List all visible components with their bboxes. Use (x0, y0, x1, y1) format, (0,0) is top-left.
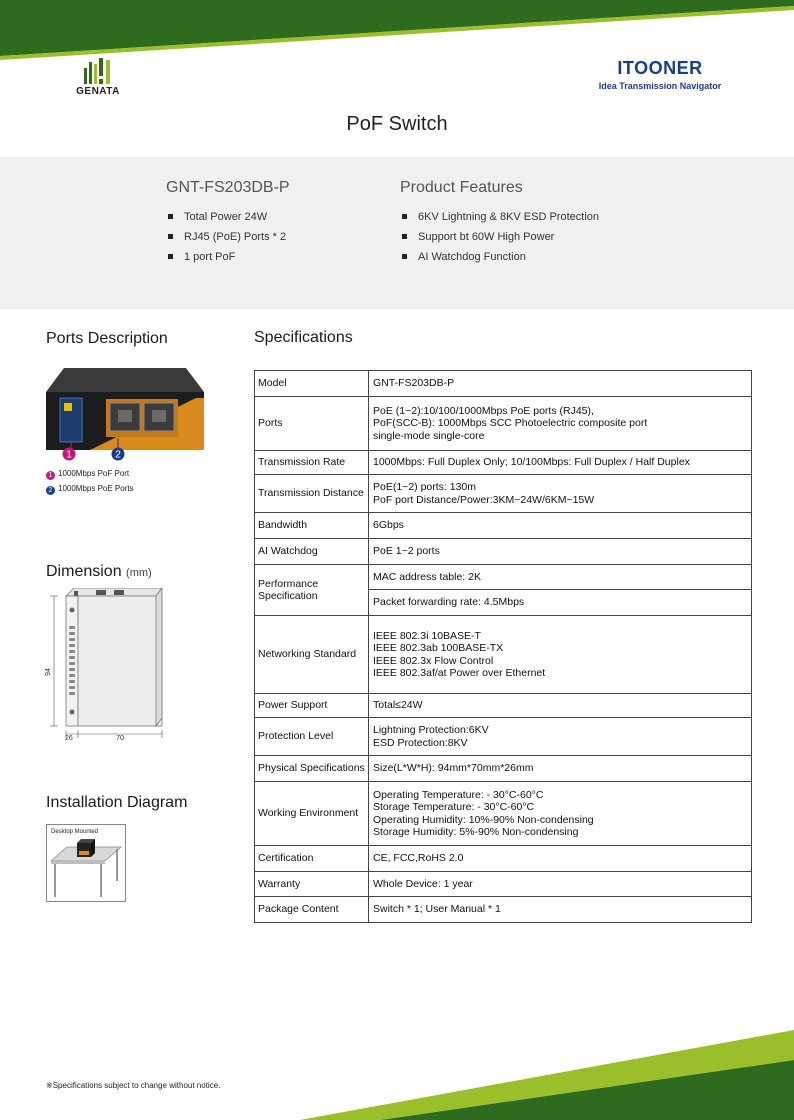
spec-value-line: IEEE 802.3i 10BASE-T (373, 629, 481, 642)
spec-value-line: IEEE 802.3af/at Power over Ethernet (373, 667, 546, 679)
spec-value-line: Storage Temperature: - 30°C-60°C (373, 801, 535, 813)
feature-bullet: AI Watchdog Function (400, 250, 599, 270)
spec-row (255, 397, 752, 451)
installation-caption: Desktop Mounted (51, 829, 99, 835)
genata-logo-mark-icon (84, 58, 112, 84)
itooner-logo-text: ITOONER (617, 58, 703, 78)
spec-row (255, 565, 752, 590)
top-corner-decoration (0, 0, 794, 60)
spec-value (369, 590, 752, 616)
spec-row (255, 694, 752, 718)
legend-item (46, 468, 134, 483)
spec-key: Model (255, 371, 369, 397)
spec-key: Package Content (255, 897, 369, 923)
spec-value-line: Total≤24W (373, 699, 423, 712)
spec-key: Bandwidth (255, 513, 369, 539)
spec-row (255, 897, 752, 923)
spec-row (255, 539, 752, 565)
itooner-logo (590, 58, 730, 98)
spec-value-line: MAC address table: 2K (373, 570, 481, 583)
spec-row (255, 616, 752, 694)
spec-row (255, 718, 752, 756)
features-heading: Product Features (400, 179, 523, 196)
spec-key: Warranty (255, 872, 369, 897)
spec-value (369, 756, 752, 782)
spec-key: Physical Specifications (255, 756, 369, 782)
spec-value (369, 475, 752, 513)
legend-text: 1000Mbps PoF Port (58, 469, 130, 478)
spec-key: AI Watchdog (255, 539, 369, 565)
spec-value-line: 6Gbps (373, 519, 404, 532)
dimension-drawing (44, 588, 172, 740)
spec-value-line: ESD Protection:8KV (373, 736, 468, 749)
spec-value-line: PoE(1~2) ports: 130m (373, 481, 477, 493)
spec-row (255, 513, 752, 539)
spec-value-line: Storage Humidity: 5%-90% Non-condensing (373, 826, 579, 838)
dimension-height: 94 (45, 668, 52, 676)
spec-value-line: Operating Temperature: - 30°C-60°C (373, 788, 544, 801)
dimension-depth: 26 (65, 735, 73, 740)
spec-value-line: Lightning Protection:6KV (373, 724, 489, 736)
spec-row (255, 872, 752, 897)
spec-value (369, 616, 752, 694)
spec-key: Transmission Rate (255, 451, 369, 475)
spec-key: Ports (255, 397, 369, 451)
spec-value-line: PoE 1~2 ports (373, 545, 440, 558)
spec-value (369, 694, 752, 718)
spec-value (369, 513, 752, 539)
spec-value (369, 451, 752, 475)
spec-key: Working Environment (255, 782, 369, 846)
model-bullet: RJ45 (PoE) Ports * 2 (166, 230, 286, 250)
spec-key: Power Support (255, 694, 369, 718)
spec-key: Transmission Distance (255, 475, 369, 513)
overview-band (0, 157, 794, 309)
port-legend (46, 468, 134, 498)
specifications-title: Specifications (254, 329, 353, 346)
spec-row (255, 451, 752, 475)
spec-value (369, 565, 752, 590)
spec-value-line: Whole Device: 1 year (373, 877, 473, 890)
spec-value (369, 872, 752, 897)
spec-value-line: PoF(SCC-B): 1000Mbps SCC Photoelectric composite port (373, 417, 648, 430)
ports-description-title: Ports Description (46, 330, 168, 347)
installation-diagram (46, 824, 126, 902)
spec-value-line: Size(L*W*H): 94mm*70mm*26mm (373, 762, 534, 775)
model-bullet-list (166, 210, 286, 270)
spec-value-line: single-mode single-core (373, 429, 485, 442)
spec-row (255, 371, 752, 397)
spec-value-line: PoE (1~2):10/100/1000Mbps PoE ports (RJ45), (373, 404, 594, 417)
spec-value-line: GNT-FS203DB-P (373, 377, 455, 390)
specifications-table (254, 370, 752, 923)
spec-value-line: IEEE 802.3x Flow Control (373, 654, 494, 667)
spec-value (369, 397, 752, 451)
footer-disclaimer: ※Specifications subject to change without notice. (46, 1081, 221, 1090)
legend-dot: 2 (46, 486, 55, 495)
spec-value (369, 782, 752, 846)
spec-key: Performance Specification (255, 565, 369, 616)
callout-2-label: 2 (115, 449, 121, 461)
document-title: PoF Switch (346, 113, 448, 135)
spec-value (369, 539, 752, 565)
spec-row (255, 475, 752, 513)
spec-row (255, 846, 752, 872)
installation-title: Installation Diagram (46, 794, 188, 811)
feature-bullet-list (400, 210, 599, 270)
legend-text: 1000Mbps PoE Ports (58, 484, 134, 493)
spec-value-line: IEEE 802.3ab 100BASE-TX (373, 642, 504, 654)
spec-key: Networking Standard (255, 616, 369, 694)
bottom-corner-decoration (0, 1030, 794, 1120)
dimension-width: 70 (116, 735, 124, 740)
spec-value-line: CE, FCC,RoHS 2.0 (373, 852, 464, 865)
spec-key: Certification (255, 846, 369, 872)
spec-row (255, 782, 752, 846)
desktop-mount-illustration (47, 839, 125, 901)
device-front-photo (46, 368, 204, 450)
dimension-title (46, 563, 152, 581)
spec-value (369, 897, 752, 923)
spec-value (369, 371, 752, 397)
spec-key: Protection Level (255, 718, 369, 756)
spec-value-line: 1000Mbps: Full Duplex Only; 10/100Mbps: Full Duplex / Half Duplex (373, 456, 690, 469)
spec-row (255, 756, 752, 782)
legend-dot: 1 (46, 471, 55, 480)
spec-value-line: PoF port Distance/Power:3KM~24W/6KM~15W (373, 493, 595, 506)
feature-bullet: 6KV Lightning & 8KV ESD Protection (400, 210, 599, 230)
spec-value-line: Switch * 1; User Manual * 1 (373, 903, 501, 916)
itooner-tagline: Idea Transmission Navigator (598, 81, 722, 91)
model-heading: GNT-FS203DB-P (166, 179, 290, 196)
port-callouts (62, 447, 132, 461)
spec-value-line: Packet forwarding rate: 4.5Mbps (373, 596, 525, 609)
spec-value (369, 718, 752, 756)
model-bullet: 1 port PoF (166, 250, 286, 270)
spec-value-line: Operating Humidity: 10%-90% Non-condensing (373, 813, 594, 826)
genata-logo (72, 58, 124, 98)
genata-logo-text: GENATA (76, 86, 120, 97)
callout-1-label: 1 (66, 449, 72, 461)
model-bullet: Total Power 24W (166, 210, 286, 230)
dimension-title-text: Dimension (46, 563, 122, 580)
feature-bullet: Support bt 60W High Power (400, 230, 599, 250)
dimension-unit: (mm) (126, 567, 152, 579)
legend-item (46, 483, 134, 498)
spec-value (369, 846, 752, 872)
